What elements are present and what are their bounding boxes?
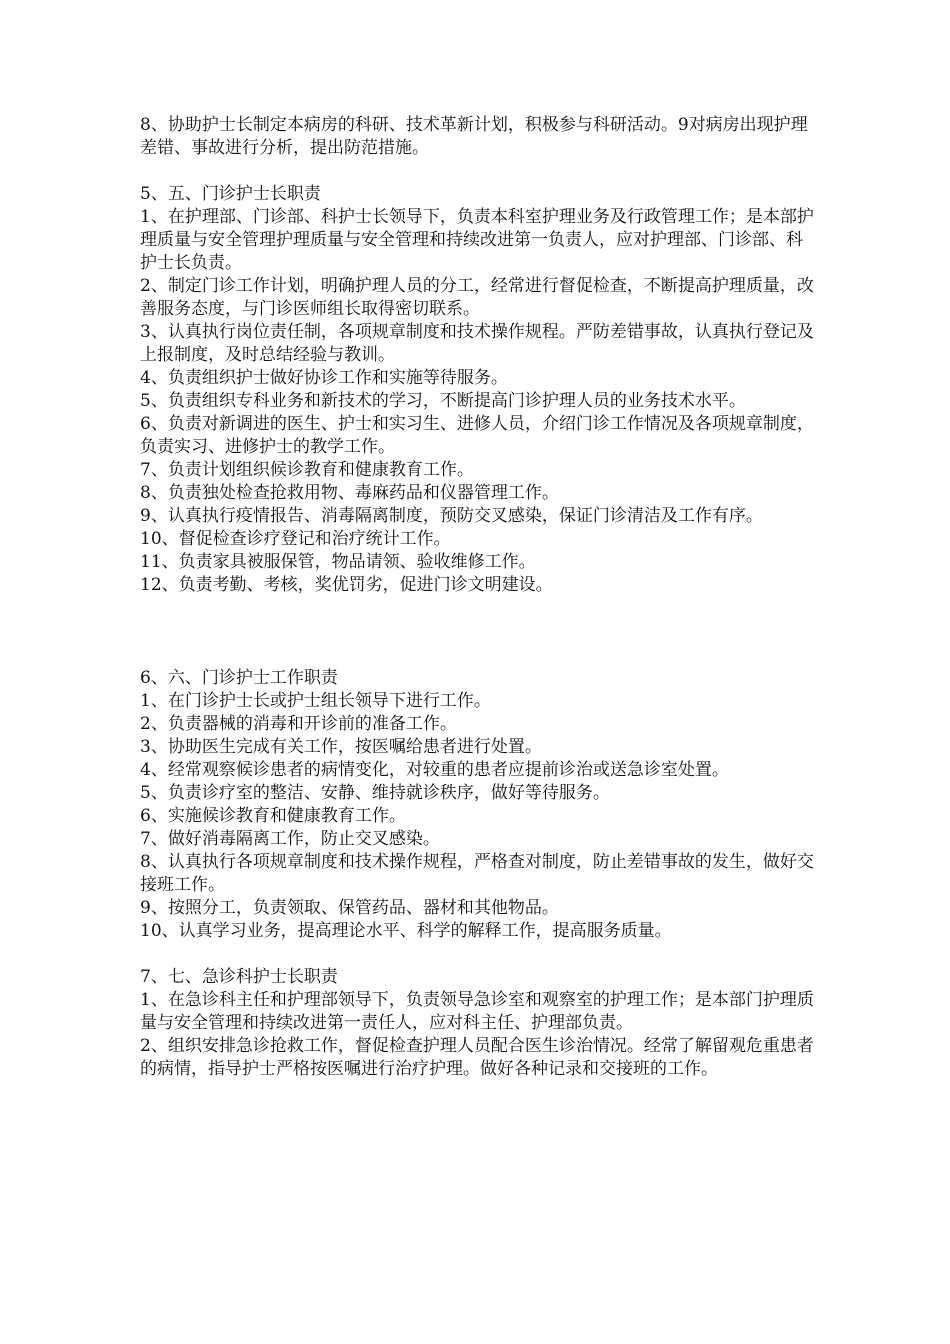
spacer (140, 943, 816, 966)
paragraph: 2、制定门诊工作计划，明确护理人员的分工，经常进行督促检查，不断提高护理质量，改善服务态度，与门诊医师组长取得密切联系。 (140, 276, 814, 319)
paragraph: 8、认真执行各项规章制度和技术操作规程，严格查对制度，防止差错事故的发生，做好交接班工作。 (140, 852, 814, 895)
paragraph: 10、督促检查诊疗登记和治疗统计工作。 (140, 529, 451, 549)
paragraph: 5、负责诊疗室的整洁、安静、维持就诊秩序，做好等待服务。 (140, 783, 610, 803)
paragraph: 3、协助医生完成有关工作，按医嘱给患者进行处置。 (140, 737, 542, 757)
paragraph: 12、负责考勤、考核，奖优罚劣，促进门诊文明建设。 (140, 575, 553, 595)
paragraph: 9、按照分工，负责领取、保管药品、器材和其他物品。 (140, 898, 559, 918)
paragraph: 5、负责组织专科业务和新技术的学习，不断提高门诊护理人员的业务技术水平。 (140, 391, 746, 411)
paragraph: 1、在门诊护士长或护士组长领导下进行工作。 (140, 691, 491, 711)
paragraph: 6、负责对新调进的医生、护士和实习生、进修人员，介绍门诊工作情况及各项规章制度，负责实习、进修护士的教学工作。 (140, 414, 814, 457)
paragraph: 6、实施候诊教育和健康教育工作。 (140, 806, 406, 826)
section-outpatient-nurse (140, 667, 816, 943)
paragraph: 7、做好消毒隔离工作，防止交叉感染。 (140, 829, 440, 849)
spacer (140, 160, 816, 183)
section-outpatient-head-nurse (140, 183, 816, 597)
section-heading: 6、六、门诊护士工作职责 (140, 668, 338, 688)
section-research (140, 114, 816, 160)
paragraph: 7、负责计划组织候诊教育和健康教育工作。 (140, 460, 474, 480)
paragraph: 1、在护理部、门诊部、科护士长领导下，负责本科室护理业务及行政管理工作；是本部护理质量与安全管理护理质量与安全管理和持续改进第一负责人，应对护理部、门诊部、科护士长负责。 (140, 207, 814, 273)
section-heading: 7、七、急诊科护士长职责 (140, 967, 338, 987)
paragraph: 2、组织安排急诊抢救工作，督促检查护理人员配合医生诊治情况。经常了解留观危重患者的病情，指导护士严格按医嘱进行治疗护理。做好各种记录和交接班的工作。 (140, 1036, 814, 1079)
paragraph: 4、经常观察候诊患者的病情变化，对较重的患者应提前诊治或送急诊室处置。 (140, 760, 729, 780)
spacer (140, 597, 816, 667)
paragraph: 3、认真执行岗位责任制，各项规章制度和技术操作规程。严防差错事故，认真执行登记及上报制度，及时总结经验与教训。 (140, 322, 814, 365)
paragraph: 8、负责独处检查抢救用物、毒麻药品和仪器管理工作。 (140, 483, 559, 503)
paragraph: 8、协助护士长制定本病房的科研、技术革新计划，积极参与科研活动。9对病房出现护理差错、事故进行分析，提出防范措施。 (140, 115, 808, 158)
paragraph: 9、认真执行疫情报告、消毒隔离制度，预防交叉感染，保证门诊清洁及工作有序。 (140, 506, 763, 526)
section-heading: 5、五、门诊护士长职责 (140, 184, 321, 204)
paragraph: 11、负责家具被服保管，物品请领、验收维修工作。 (140, 552, 536, 572)
paragraph: 4、负责组织护士做好协诊工作和实施等待服务。 (140, 368, 508, 388)
paragraph: 1、在急诊科主任和护理部领导下，负责领导急诊室和观察室的护理工作；是本部门护理质量与安全管理和持续改进第一责任人，应对科主任、护理部负责。 (140, 990, 814, 1033)
paragraph: 10、认真学习业务，提高理论水平、科学的解释工作，提高服务质量。 (140, 921, 672, 941)
section-emergency-head-nurse (140, 966, 816, 1081)
document-page (140, 114, 816, 1081)
paragraph: 2、负责器械的消毒和开诊前的准备工作。 (140, 714, 457, 734)
